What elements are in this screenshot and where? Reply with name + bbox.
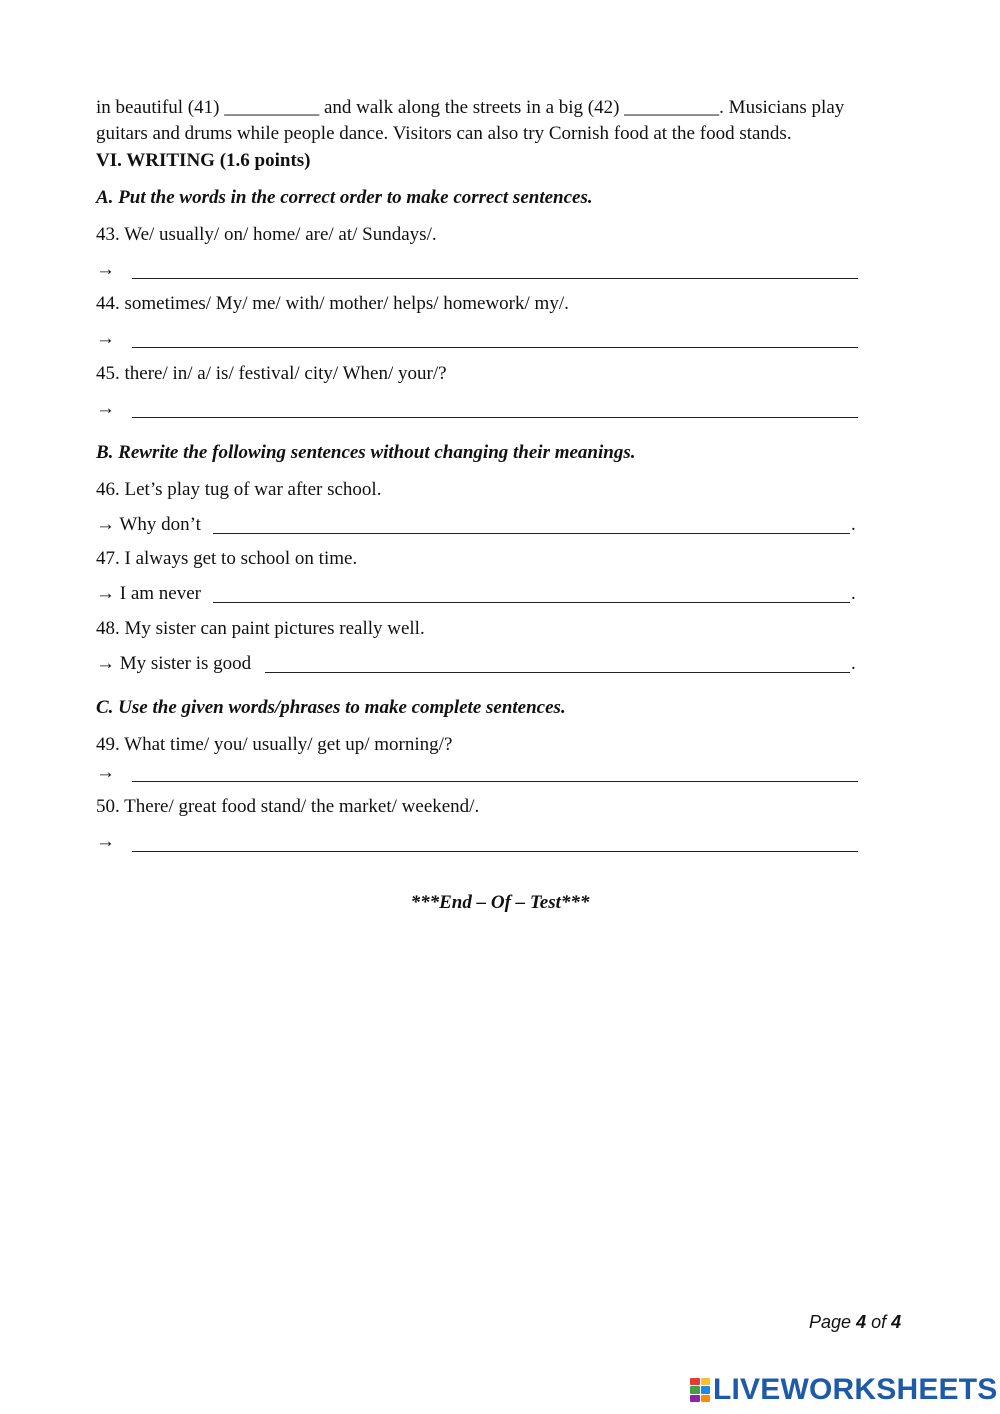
page-total: 4 [891,1312,902,1332]
answer-line-49[interactable] [132,781,858,782]
question-50: 50. There/ great food stand/ the market/ weekend/. [96,796,480,817]
page-current: 4 [856,1312,867,1332]
arrow-icon: → [96,259,115,280]
reading-passage-line-1: in beautiful (41) __________ and walk along the streets in a big (42) __________. Musicians play [96,97,845,118]
question-47: 47. I always get to school on time. [96,548,358,569]
part-c-heading: C. Use the given words/phrases to make complete sentences. [96,697,566,718]
question-46: 46. Let’s play tug of war after school. [96,479,382,500]
reading-passage-line-2: guitars and drums while people dance. Visitors can also try Cornish food at the food stands. [96,123,792,144]
answer-line-48[interactable] [265,672,850,673]
period-48: . [851,653,856,674]
liveworksheets-logo [690,1374,998,1406]
question-48: 48. My sister can paint pictures really well. [96,618,425,639]
question-45: 45. there/ in/ a/ is/ festival/ city/ When/ your/? [96,363,447,384]
answer-start-48: → My sister is good [96,653,252,674]
answer-line-47[interactable] [213,602,850,603]
answer-start-46: → Why don’t [96,514,201,535]
part-a-heading: A. Put the words in the correct order to make correct sentences. [96,187,593,208]
question-49: 49. What time/ you/ usually/ get up/ morning/? [96,734,453,755]
logo-grid-icon [690,1378,710,1402]
page-number [809,1312,901,1333]
section-title: VI. WRITING (1.6 points) [96,150,311,171]
arrow-icon: → [96,328,115,349]
answer-line-43[interactable] [132,278,858,279]
page-word: Page [809,1312,852,1332]
end-of-test: ***End – Of – Test*** [410,892,590,913]
question-43: 43. We/ usually/ on/ home/ are/ at/ Sundays/. [96,224,437,245]
answer-line-46[interactable] [213,533,850,534]
answer-start-47: → I am never [96,583,201,604]
arrow-icon: → [96,762,115,783]
arrow-icon: → [96,831,115,852]
period-47: . [851,583,856,604]
arrow-icon: → [96,398,115,419]
logo-text: LIVEWORKSHEETS [713,1373,998,1406]
period-46: . [851,514,856,535]
answer-line-44[interactable] [132,347,858,348]
question-44: 44. sometimes/ My/ me/ with/ mother/ helps/ homework/ my/. [96,293,569,314]
of-word: of [871,1312,887,1332]
answer-line-50[interactable] [132,851,858,852]
part-b-heading: B. Rewrite the following sentences without changing their meanings. [96,442,636,463]
answer-line-45[interactable] [132,417,858,418]
